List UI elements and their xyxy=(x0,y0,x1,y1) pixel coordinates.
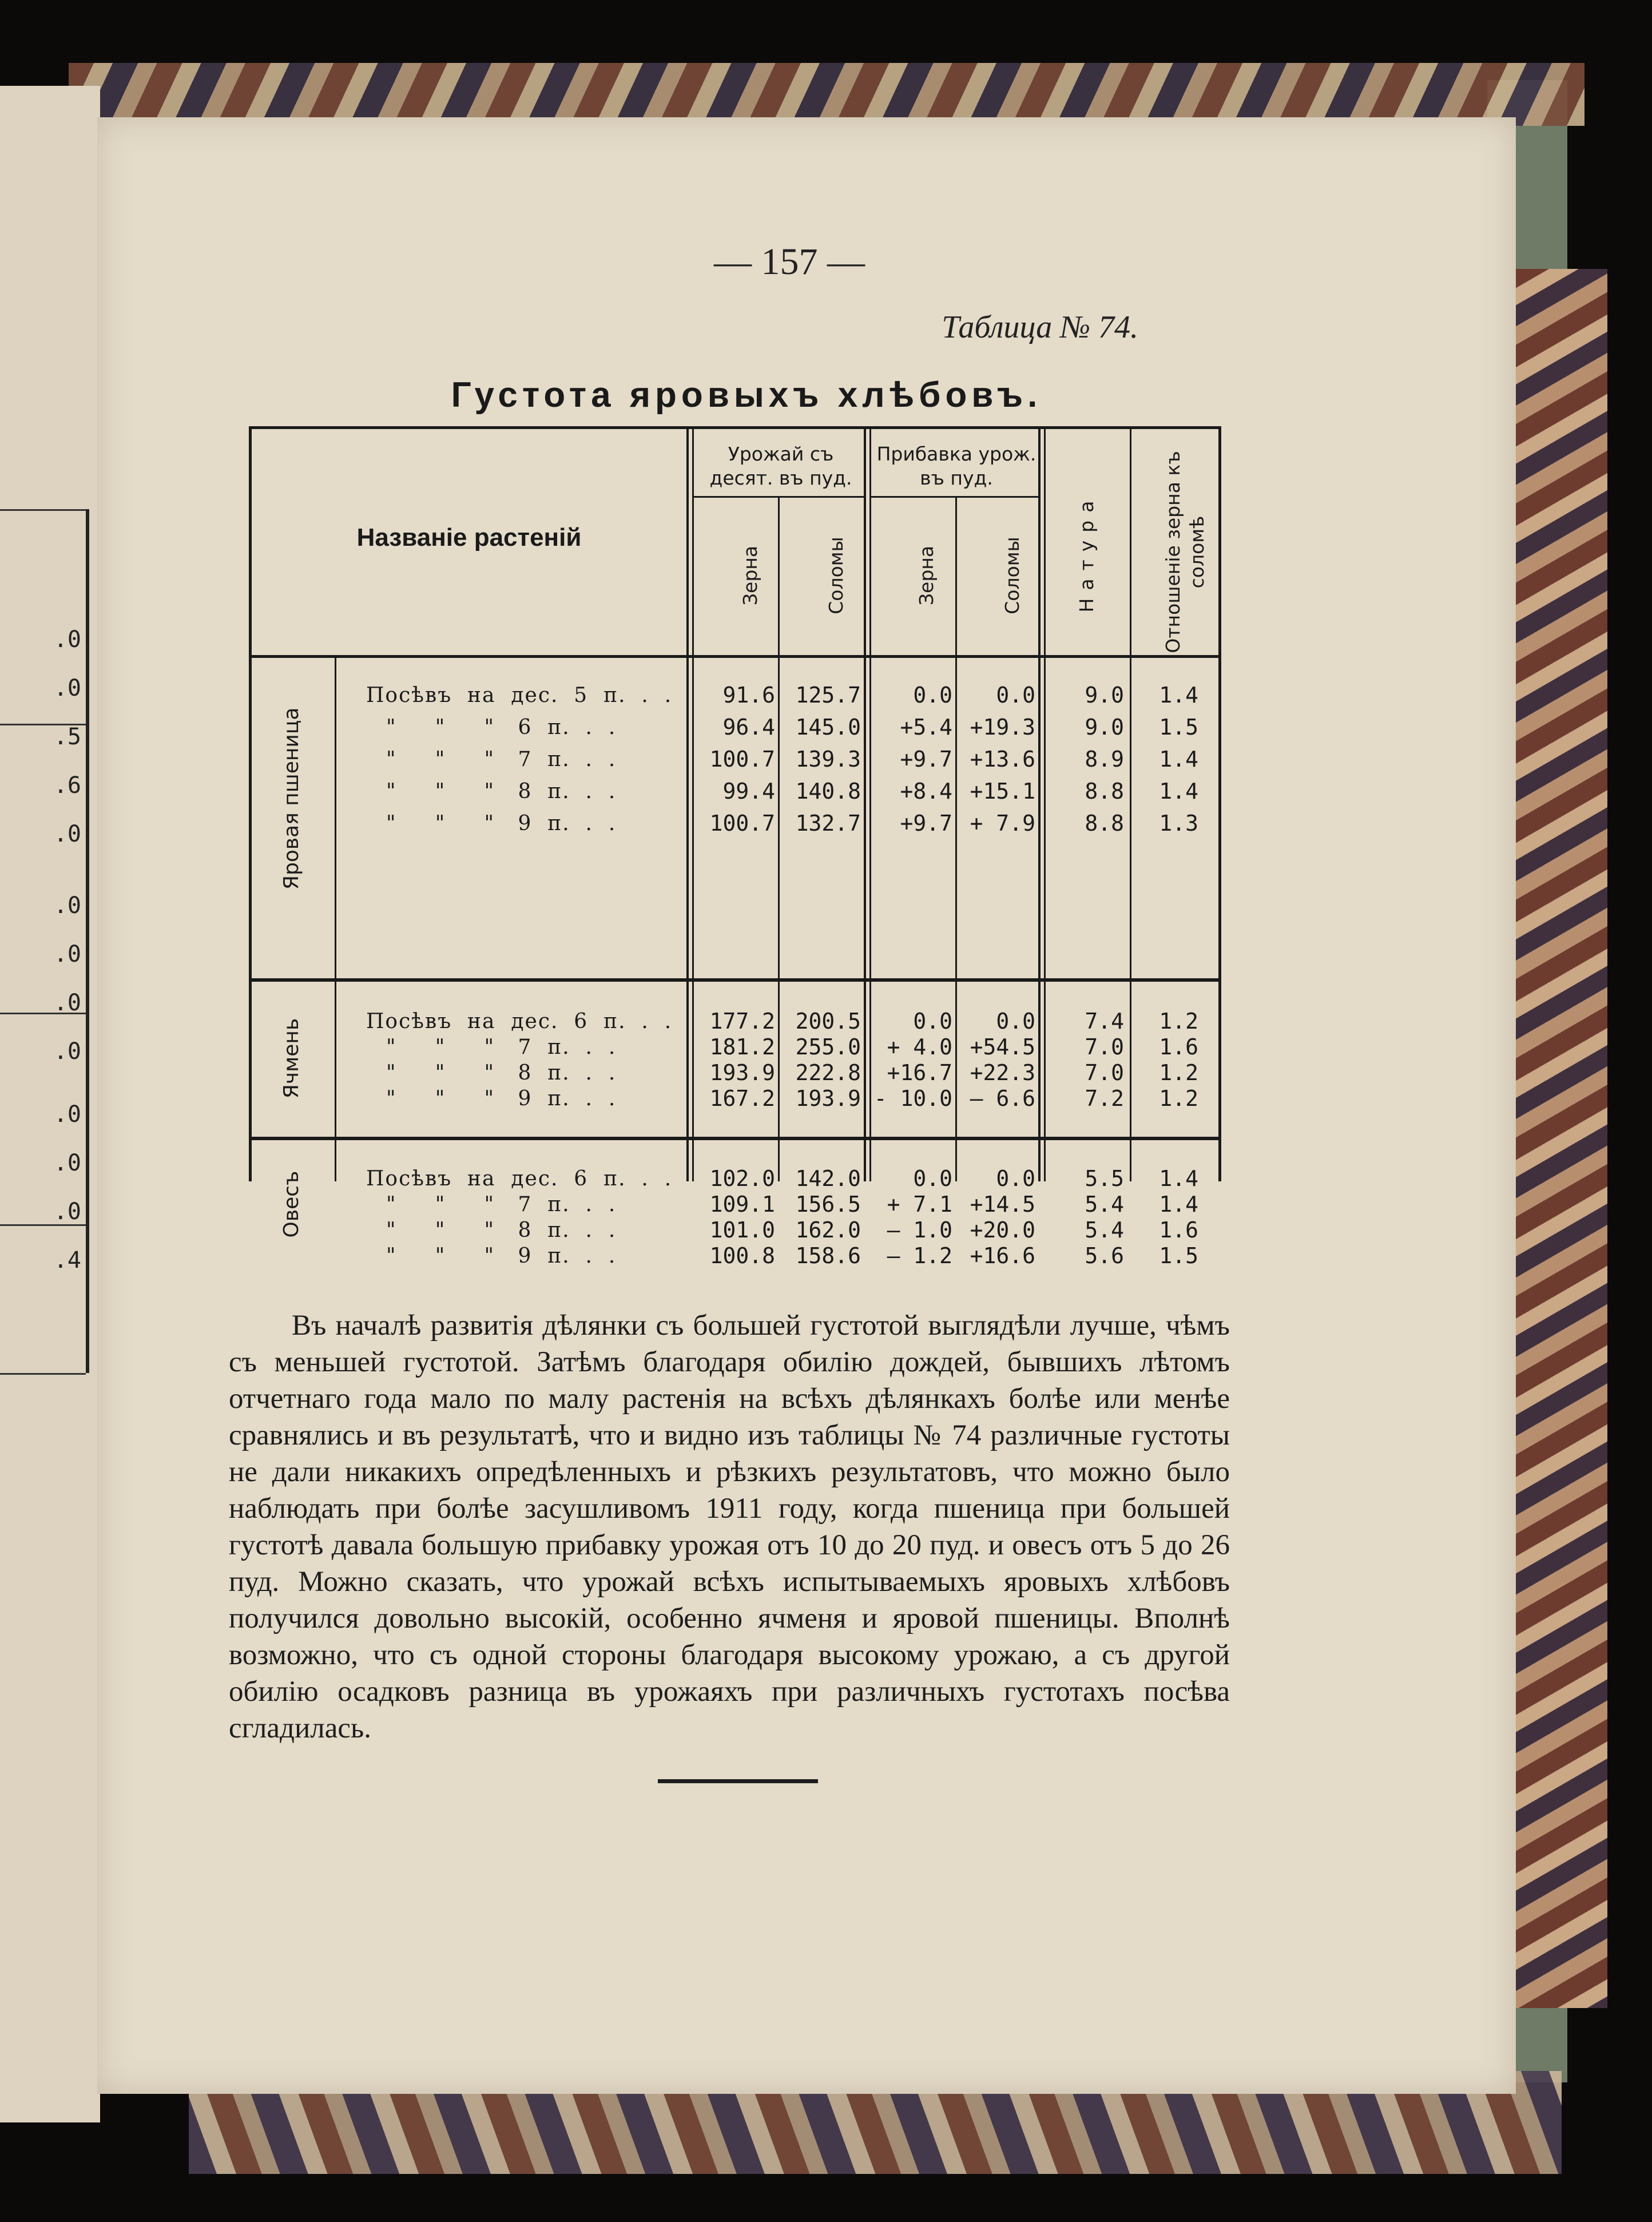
body-paragraph xyxy=(229,1307,1230,1747)
table-cell-g-grain: +9.7 xyxy=(900,747,952,772)
left-table-rule xyxy=(0,1373,86,1375)
left-page xyxy=(0,86,100,2122)
header-bottom-rule xyxy=(249,655,1221,658)
row-label: " " " 7 п. . . xyxy=(386,1193,617,1216)
header-natura: Натура xyxy=(1075,493,1098,613)
table-cell-g-grain: + 4.0 xyxy=(887,1034,952,1060)
header-yield-straw: Соломы xyxy=(825,537,847,614)
table-cell-g-grain: — 1.2 xyxy=(887,1243,952,1268)
page-number: — 157 — xyxy=(714,241,865,283)
table-cell-y-straw: 255.0 xyxy=(795,1034,861,1060)
table-cell-g-straw: +22.3 xyxy=(970,1060,1035,1085)
table-cell-ratio: 1.4 xyxy=(1159,779,1198,804)
table-cell-natura: 7.0 xyxy=(1085,1034,1124,1060)
table-cell-ratio: 1.5 xyxy=(1159,715,1198,740)
table-cell-g-straw: 0.0 xyxy=(996,1166,1035,1191)
table-cell-y-straw: 145.0 xyxy=(795,715,861,740)
row-label: " " " 9 п. . . xyxy=(386,1244,617,1268)
table-cell-y-grain: 100.7 xyxy=(709,811,775,836)
table-cell-y-straw: 132.7 xyxy=(795,811,861,836)
table-cell-y-straw: 156.5 xyxy=(795,1192,861,1217)
table-cell-ratio: 1.2 xyxy=(1159,1060,1198,1085)
table-cell-ratio: 1.4 xyxy=(1159,1192,1198,1217)
left-page-value: .6 xyxy=(53,772,81,799)
table-cell-y-grain: 100.7 xyxy=(709,747,775,772)
table-cell-natura: 7.0 xyxy=(1085,1060,1124,1085)
table-cell-y-grain: 177.2 xyxy=(709,1009,775,1034)
row-label: " " " 8 п. . . xyxy=(386,1219,617,1242)
left-page-value: .0 xyxy=(53,626,81,653)
table-cell-y-grain: 91.6 xyxy=(722,683,775,708)
marbled-edge-right xyxy=(1510,269,1607,2008)
table-cell-g-straw: +19.3 xyxy=(970,715,1035,740)
left-page-value: .0 xyxy=(53,1101,81,1128)
table-cell-natura: 5.5 xyxy=(1085,1166,1124,1191)
row-label: " " " 7 п. . . xyxy=(386,1035,617,1059)
table-cell-g-grain: +16.7 xyxy=(887,1060,952,1085)
table-top-border xyxy=(249,426,1221,429)
left-page-value: .4 xyxy=(53,1247,81,1273)
closing-rule xyxy=(658,1779,818,1783)
group-label: Яровая пшеница xyxy=(280,707,303,890)
table-cell-ratio: 1.6 xyxy=(1159,1217,1198,1243)
table-cell-g-grain: + 7.1 xyxy=(887,1192,952,1217)
table-cell-g-grain: +5.4 xyxy=(900,715,952,740)
table-cell-g-grain: +8.4 xyxy=(900,779,952,804)
book-page xyxy=(97,117,1516,2094)
table-cell-y-straw: 140.8 xyxy=(795,779,861,804)
left-page-value: .5 xyxy=(53,724,81,750)
table-cell-y-straw: 158.6 xyxy=(795,1243,861,1268)
table-cell-y-grain: 101.0 xyxy=(709,1217,775,1243)
table-cell-natura: 8.8 xyxy=(1085,811,1124,836)
header-ratio xyxy=(1161,449,1213,655)
left-page-value: .0 xyxy=(53,821,81,847)
paragraph-text: Въ началѣ развитія дѣлянки съ большей густотой выглядѣли лучше, чѣмъ съ меньшей густотой. Затѣмъ благодаря обилію дождей, бывшихъ лѣтомъ отчетнаго года мало по малу растенія на всѣхъ дѣлянкахъ болѣе или менѣе сравнялись и въ результатѣ, что и видно изъ таблицы № 74 различные густоты не дали никакихъ опредѣленныхъ и рѣзкихъ результатовъ, что можно было наблюдать при болѣе засушливомъ 1911 году, когда пшеница при большей густотѣ давала большую прибавку урожая отъ 10 до 20 пуд. и овесъ отъ 5 до 26 пуд. Можно сказать, что урожай всѣхъ испытываемыхъ яровыхъ хлѣбовъ получился довольно высокій, особенно ячменя и яровой пшеницы. Вполнѣ возможно, что съ одной стороны благодаря высокому урожаю, а съ другой обилію осадковъ разница въ урожаяхъ при различныхъ густотахъ посѣва сгладилась. xyxy=(229,1310,1230,1744)
group-label-column-rule xyxy=(335,658,336,1181)
header-yield-grain: Зерна xyxy=(739,545,761,606)
row-label: " " " 6 п. . . xyxy=(386,716,617,739)
table-cell-ratio: 1.6 xyxy=(1159,1034,1198,1060)
table-cell-ratio: 1.2 xyxy=(1159,1086,1198,1111)
row-label: " " " 8 п. . . xyxy=(386,1061,617,1085)
table-cell-ratio: 1.4 xyxy=(1159,683,1198,708)
table-title: Густота яровыхъ хлѣбовъ. xyxy=(451,375,1042,415)
table-cell-y-grain: 99.4 xyxy=(722,779,775,804)
row-label: " " " 9 п. . . xyxy=(386,812,617,835)
row-label: " " " 8 п. . . xyxy=(386,780,617,803)
table-cell-natura: 5.6 xyxy=(1085,1243,1124,1268)
table-cell-y-straw: 142.0 xyxy=(795,1166,861,1191)
table-cell-natura: 8.9 xyxy=(1085,747,1124,772)
row-label: Посѣвъ на дес. 6 п. . . xyxy=(366,1010,673,1033)
table-cell-ratio: 1.5 xyxy=(1159,1243,1198,1268)
left-page-value: .0 xyxy=(53,892,81,919)
table-cell-g-straw: + 7.9 xyxy=(970,811,1035,836)
group-divider-1 xyxy=(249,978,1221,982)
table-cell-y-grain: 181.2 xyxy=(709,1034,775,1060)
row-label: Посѣвъ на дес. 6 п. . . xyxy=(366,1167,673,1191)
table-cell-y-grain: 167.2 xyxy=(709,1086,775,1111)
table-cell-y-grain: 109.1 xyxy=(709,1192,775,1217)
table-cell-y-straw: 125.7 xyxy=(795,683,861,708)
table-cell-g-grain: - 10.0 xyxy=(873,1086,952,1111)
left-page-value: .0 xyxy=(53,941,81,967)
left-page-value: .0 xyxy=(53,1038,81,1065)
group-label: Ячмень xyxy=(280,1018,303,1099)
table-cell-ratio: 1.2 xyxy=(1159,1009,1198,1034)
table-cell-g-straw: +16.6 xyxy=(970,1243,1035,1268)
header-gain-straw: Соломы xyxy=(1001,537,1023,614)
table-cell-g-straw: 0.0 xyxy=(996,683,1035,708)
table-caption: Таблица № 74. xyxy=(942,310,1138,345)
table-cell-ratio: 1.3 xyxy=(1159,811,1198,836)
table-cell-g-straw: +20.0 xyxy=(970,1217,1035,1243)
header-plant-name: Названіе растеній xyxy=(356,523,582,551)
left-page-value: .0 xyxy=(53,675,81,701)
table-cell-natura: 5.4 xyxy=(1085,1192,1124,1217)
table-cell-ratio: 1.4 xyxy=(1159,747,1198,772)
table-cell-natura: 8.8 xyxy=(1085,779,1124,804)
table-cell-natura: 7.4 xyxy=(1085,1009,1124,1034)
row-label: " " " 9 п. . . xyxy=(386,1087,617,1110)
left-page-value: .0 xyxy=(53,1199,81,1225)
table-cell-natura: 5.4 xyxy=(1085,1217,1124,1243)
table-cell-g-grain: 0.0 xyxy=(913,683,952,708)
table-cell-y-grain: 100.8 xyxy=(709,1243,775,1268)
table-cell-y-grain: 102.0 xyxy=(709,1166,775,1191)
group-divider-2 xyxy=(249,1137,1221,1140)
header-yield-rule xyxy=(694,496,864,498)
table-cell-g-straw: +15.1 xyxy=(970,779,1035,804)
left-page-value: .0 xyxy=(53,990,81,1016)
header-gain: Прибавка урож. въ пуд. xyxy=(876,443,1037,489)
table-cell-g-straw: +13.6 xyxy=(970,747,1035,772)
group-label: Овесъ xyxy=(280,1170,303,1238)
table-cell-natura: 9.0 xyxy=(1085,683,1124,708)
table-cell-y-straw: 222.8 xyxy=(795,1060,861,1085)
table-cell-natura: 7.2 xyxy=(1085,1086,1124,1111)
table-cell-g-straw: 0.0 xyxy=(996,1009,1035,1034)
table-cell-y-grain: 96.4 xyxy=(722,715,775,740)
header-gain-grain: Зерна xyxy=(915,545,938,606)
row-label: " " " 7 п. . . xyxy=(386,748,617,771)
table-cell-y-straw: 139.3 xyxy=(795,747,861,772)
table-cell-natura: 9.0 xyxy=(1085,715,1124,740)
header-ratio-text: Отношеніе зерна къ соломѣ xyxy=(1162,451,1208,653)
table-cell-y-straw: 162.0 xyxy=(795,1217,861,1243)
table-cell-g-straw: — 6.6 xyxy=(970,1086,1035,1111)
data-table xyxy=(249,426,1221,1268)
table-right-border xyxy=(1218,426,1221,1181)
table-cell-g-grain: 0.0 xyxy=(913,1009,952,1034)
table-cell-g-straw: +54.5 xyxy=(970,1034,1035,1060)
table-cell-g-grain: 0.0 xyxy=(913,1166,952,1191)
table-cell-g-grain: — 1.0 xyxy=(887,1217,952,1243)
table-cell-y-straw: 200.5 xyxy=(795,1009,861,1034)
table-cell-g-straw: +14.5 xyxy=(970,1192,1035,1217)
table-cell-y-straw: 193.9 xyxy=(795,1086,861,1111)
table-cell-y-grain: 193.9 xyxy=(709,1060,775,1085)
header-yield: Урожай съ десят. въ пуд. xyxy=(709,443,852,489)
marbled-cover-top xyxy=(69,63,1585,126)
header-gain-rule xyxy=(871,496,1038,498)
left-page-table xyxy=(0,509,89,1373)
left-table-rule xyxy=(0,509,86,511)
left-page-value: .0 xyxy=(53,1150,81,1176)
table-cell-g-grain: +9.7 xyxy=(900,811,952,836)
row-label: Посѣвъ на дес. 5 п. . . xyxy=(366,684,673,707)
table-cell-ratio: 1.4 xyxy=(1159,1166,1198,1191)
